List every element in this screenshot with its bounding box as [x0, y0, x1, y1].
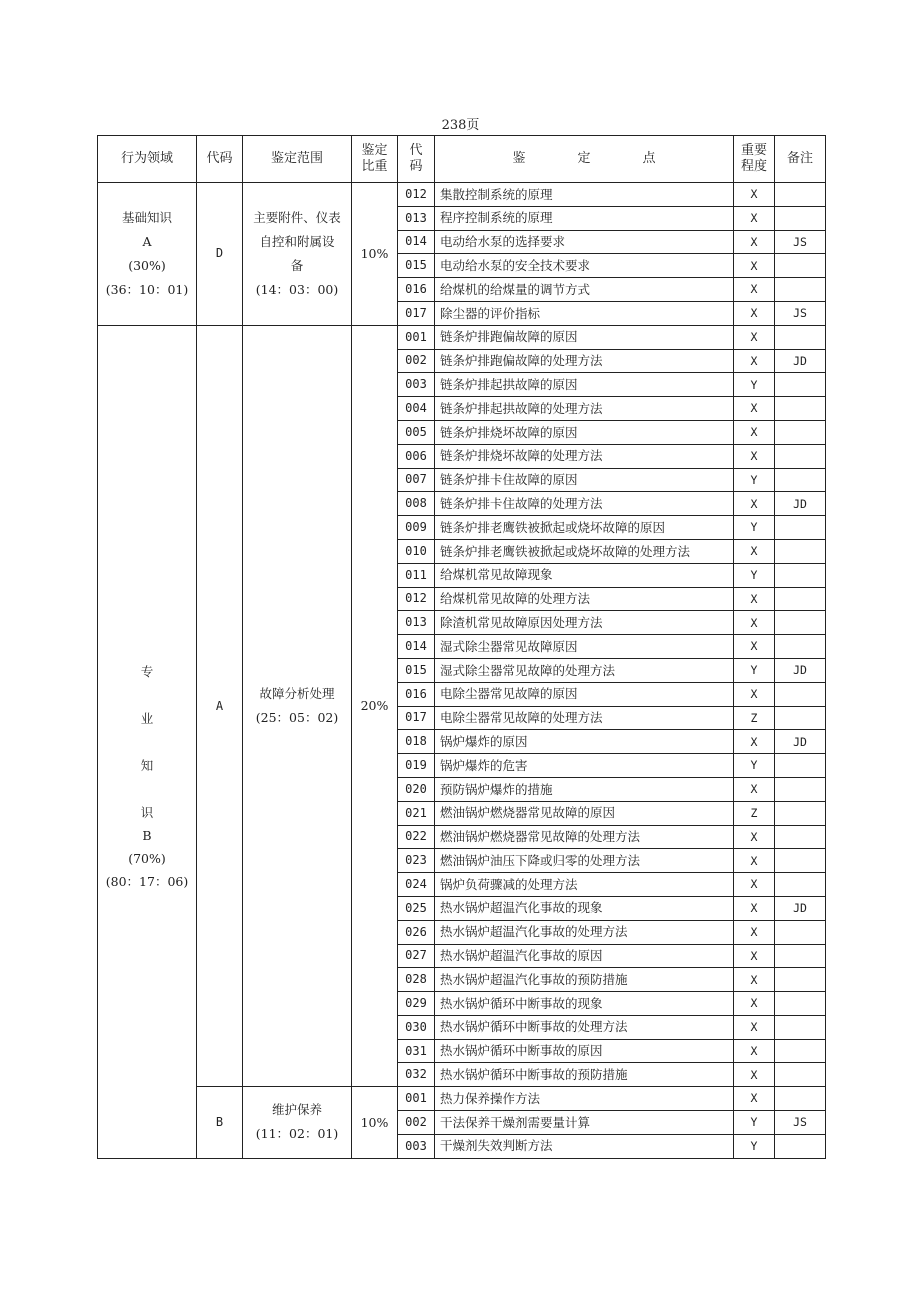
note — [775, 920, 826, 944]
note — [775, 1087, 826, 1111]
assessment-point: 预防锅炉爆炸的措施 — [435, 777, 734, 801]
note — [775, 611, 826, 635]
importance: X — [734, 206, 775, 230]
table-body — [98, 183, 826, 1159]
assessment-point: 链条炉排卡住故障的原因 — [435, 468, 734, 492]
note — [775, 849, 826, 873]
note: JS — [775, 301, 826, 325]
note — [775, 944, 826, 968]
assessment-point: 热力保养操作方法 — [435, 1087, 734, 1111]
assessment-point: 集散控制系统的原理 — [435, 183, 734, 207]
point-code: 006 — [398, 444, 435, 468]
importance: Y — [734, 516, 775, 540]
point-code: 026 — [398, 920, 435, 944]
assessment-point: 燃油锅炉燃烧器常见故障的原因 — [435, 801, 734, 825]
point-code: 012 — [398, 183, 435, 207]
note — [775, 587, 826, 611]
assessment-point: 燃油锅炉油压下降或归零的处理方法 — [435, 849, 734, 873]
note — [775, 1015, 826, 1039]
assessment-point: 链条炉排跑偏故障的处理方法 — [435, 349, 734, 373]
scope-ratio: (14：03：00) — [255, 281, 339, 297]
point-code: 015 — [398, 658, 435, 682]
importance: X — [734, 944, 775, 968]
section-weight: 20% — [352, 325, 398, 1087]
assessment-point: 干法保养干燥剂需要量计算 — [435, 1111, 734, 1135]
note — [775, 420, 826, 444]
importance: X — [734, 278, 775, 302]
importance: X — [734, 777, 775, 801]
assessment-point: 热水锅炉超温汽化事故的处理方法 — [435, 920, 734, 944]
point-code: 023 — [398, 849, 435, 873]
scope-line: 备 — [290, 257, 304, 273]
note — [775, 706, 826, 730]
importance: X — [734, 635, 775, 659]
assessment-point: 给煤机常见故障的处理方法 — [435, 587, 734, 611]
header-scope: 鉴定范围 — [243, 136, 352, 183]
assessment-point: 除渣机常见故障原因处理方法 — [435, 611, 734, 635]
header-assessment-point — [435, 136, 734, 183]
scope-ratio: (25：05：02) — [255, 710, 339, 726]
domain-name: 基础知识 — [121, 209, 172, 225]
table-row — [98, 325, 826, 349]
table-row — [98, 183, 826, 207]
point-code: 019 — [398, 754, 435, 778]
importance: X — [734, 587, 775, 611]
assessment-point: 链条炉排起拱故障的处理方法 — [435, 397, 734, 421]
note — [775, 563, 826, 587]
importance: X — [734, 849, 775, 873]
importance: X — [734, 1087, 775, 1111]
importance: Z — [734, 801, 775, 825]
table-header-row — [98, 136, 826, 183]
importance: X — [734, 920, 775, 944]
assessment-point: 程序控制系统的原理 — [435, 206, 734, 230]
note — [775, 1134, 826, 1158]
note — [775, 516, 826, 540]
note — [775, 373, 826, 397]
importance: Y — [734, 658, 775, 682]
importance: X — [734, 873, 775, 897]
importance: X — [734, 1039, 775, 1063]
importance: X — [734, 611, 775, 635]
point-code: 015 — [398, 254, 435, 278]
assessment-point: 链条炉排烧坏故障的原因 — [435, 420, 734, 444]
importance: Y — [734, 1111, 775, 1135]
point-code: 018 — [398, 730, 435, 754]
assessment-point: 链条炉排老鹰铁被掀起或烧坏故障的处理方法 — [435, 539, 734, 563]
note — [775, 206, 826, 230]
point-code: 016 — [398, 278, 435, 302]
note — [775, 754, 826, 778]
assessment-point: 链条炉排卡住故障的处理方法 — [435, 492, 734, 516]
importance: X — [734, 301, 775, 325]
importance: X — [734, 420, 775, 444]
header-point-char: 鉴 — [512, 150, 526, 166]
note — [775, 1063, 826, 1087]
note — [775, 254, 826, 278]
domain-code: B — [142, 828, 152, 844]
assessment-point: 热水锅炉循环中断事故的预防措施 — [435, 1063, 734, 1087]
note: JD — [775, 730, 826, 754]
scope-line: 维护保养 — [271, 1102, 322, 1118]
point-code: 030 — [398, 1015, 435, 1039]
point-code: 014 — [398, 635, 435, 659]
assessment-point: 热水锅炉循环中断事故的处理方法 — [435, 1015, 734, 1039]
point-code: 005 — [398, 420, 435, 444]
importance: X — [734, 539, 775, 563]
domain-ratio: (36：10：01) — [105, 281, 189, 297]
point-code: 007 — [398, 468, 435, 492]
domain-char: 专 — [140, 664, 154, 680]
note — [775, 992, 826, 1016]
section-weight: 10% — [352, 1087, 398, 1158]
point-code: 021 — [398, 801, 435, 825]
importance: Z — [734, 706, 775, 730]
point-code: 029 — [398, 992, 435, 1016]
scope-line: 自控和附属设 — [259, 233, 335, 249]
assessment-point: 热水锅炉超温汽化事故的现象 — [435, 896, 734, 920]
note — [775, 468, 826, 492]
importance: Y — [734, 563, 775, 587]
point-code: 013 — [398, 611, 435, 635]
domain-ratio: (80：17：06) — [105, 874, 189, 890]
point-code: 013 — [398, 206, 435, 230]
assessment-point: 锅炉负荷骤减的处理方法 — [435, 873, 734, 897]
assessment-point: 干燥剂失效判断方法 — [435, 1134, 734, 1158]
note — [775, 444, 826, 468]
note — [775, 539, 826, 563]
section-scope — [243, 183, 352, 326]
importance: X — [734, 349, 775, 373]
assessment-point: 电除尘器常见故障的处理方法 — [435, 706, 734, 730]
note: JD — [775, 349, 826, 373]
section-scope — [243, 1087, 352, 1158]
scope-ratio: (11：02：01) — [255, 1126, 339, 1142]
note: JD — [775, 896, 826, 920]
note — [775, 777, 826, 801]
importance: X — [734, 968, 775, 992]
note — [775, 635, 826, 659]
assessment-point: 电动给水泵的安全技术要求 — [435, 254, 734, 278]
note — [775, 278, 826, 302]
point-code: 003 — [398, 373, 435, 397]
note — [775, 682, 826, 706]
domain-char: 知 — [140, 758, 154, 774]
importance: X — [734, 992, 775, 1016]
importance: Y — [734, 1134, 775, 1158]
note — [775, 801, 826, 825]
domain-percent: (30%) — [128, 257, 166, 273]
assessment-point: 链条炉排老鹰铁被掀起或烧坏故障的原因 — [435, 516, 734, 540]
importance: X — [734, 397, 775, 421]
note — [775, 968, 826, 992]
assessment-point: 热水锅炉超温汽化事故的预防措施 — [435, 968, 734, 992]
skill-assessment-table — [97, 135, 826, 1159]
point-code: 028 — [398, 968, 435, 992]
point-code: 025 — [398, 896, 435, 920]
importance: Y — [734, 468, 775, 492]
importance: X — [734, 1015, 775, 1039]
importance: X — [734, 254, 775, 278]
section-code: B — [197, 1087, 243, 1158]
assessment-point: 给煤机常见故障现象 — [435, 563, 734, 587]
header-importance — [734, 136, 775, 183]
point-code: 027 — [398, 944, 435, 968]
point-code: 032 — [398, 1063, 435, 1087]
header-importance-line1: 重要 — [740, 142, 767, 158]
assessment-point: 电动给水泵的选择要求 — [435, 230, 734, 254]
note: JS — [775, 230, 826, 254]
importance: X — [734, 183, 775, 207]
point-code: 024 — [398, 873, 435, 897]
importance: X — [734, 444, 775, 468]
importance: X — [734, 230, 775, 254]
assessment-point: 链条炉排起拱故障的原因 — [435, 373, 734, 397]
header-point-char: 定 — [577, 150, 591, 166]
header-weight — [352, 136, 398, 183]
importance: Y — [734, 754, 775, 778]
importance: X — [734, 325, 775, 349]
section-code: A — [197, 325, 243, 1087]
note — [775, 325, 826, 349]
point-code: 017 — [398, 301, 435, 325]
table-row — [98, 1087, 826, 1111]
importance: Y — [734, 373, 775, 397]
scope-line: 主要附件、仪表 — [253, 209, 341, 225]
header-code: 代码 — [197, 136, 243, 183]
point-code: 002 — [398, 1111, 435, 1135]
point-code: 004 — [398, 397, 435, 421]
note — [775, 873, 826, 897]
header-note: 备注 — [775, 136, 826, 183]
point-code: 022 — [398, 825, 435, 849]
header-weight-line1: 鉴定 — [361, 142, 388, 158]
point-code: 020 — [398, 777, 435, 801]
header-importance-line2: 程度 — [740, 159, 767, 174]
note: JD — [775, 658, 826, 682]
domain-code: A — [142, 233, 152, 249]
point-code: 010 — [398, 539, 435, 563]
note — [775, 397, 826, 421]
point-code: 016 — [398, 682, 435, 706]
header-point-code — [398, 136, 435, 183]
note: JS — [775, 1111, 826, 1135]
header-point-code-line1: 代 — [409, 142, 423, 158]
point-code: 017 — [398, 706, 435, 730]
section-weight: 10% — [352, 183, 398, 326]
domain-char: 识 — [140, 805, 154, 821]
assessment-point: 链条炉排烧坏故障的处理方法 — [435, 444, 734, 468]
importance: X — [734, 896, 775, 920]
point-code: 002 — [398, 349, 435, 373]
importance: X — [734, 492, 775, 516]
importance: X — [734, 1063, 775, 1087]
header-point-code-line2: 码 — [409, 159, 423, 174]
importance: X — [734, 682, 775, 706]
section-scope — [243, 325, 352, 1087]
assessment-point: 给煤机的给煤量的调节方式 — [435, 278, 734, 302]
note — [775, 183, 826, 207]
section-code: D — [197, 183, 243, 326]
assessment-point: 热水锅炉循环中断事故的现象 — [435, 992, 734, 1016]
assessment-point: 锅炉爆炸的危害 — [435, 754, 734, 778]
note: JD — [775, 492, 826, 516]
assessment-point: 除尘器的评价指标 — [435, 301, 734, 325]
domain-percent: (70%) — [128, 851, 166, 867]
point-code: 003 — [398, 1134, 435, 1158]
assessment-point: 湿式除尘器常见故障的处理方法 — [435, 658, 734, 682]
header-point-char: 点 — [642, 150, 656, 166]
assessment-point: 湿式除尘器常见故障原因 — [435, 635, 734, 659]
point-code: 008 — [398, 492, 435, 516]
importance: X — [734, 730, 775, 754]
point-code: 011 — [398, 563, 435, 587]
domain-cell — [98, 183, 197, 326]
point-code: 001 — [398, 325, 435, 349]
assessment-point: 燃油锅炉燃烧器常见故障的处理方法 — [435, 825, 734, 849]
assessment-point: 电除尘器常见故障的原因 — [435, 682, 734, 706]
assessment-point: 链条炉排跑偏故障的原因 — [435, 325, 734, 349]
note — [775, 1039, 826, 1063]
point-code: 031 — [398, 1039, 435, 1063]
scope-line: 故障分析处理 — [259, 686, 335, 702]
header-domain: 行为领域 — [98, 136, 197, 183]
point-code: 012 — [398, 587, 435, 611]
page-number: 238页 — [441, 118, 480, 133]
point-code: 014 — [398, 230, 435, 254]
header-weight-line2: 比重 — [361, 159, 388, 174]
note — [775, 825, 826, 849]
point-code: 001 — [398, 1087, 435, 1111]
assessment-point: 热水锅炉超温汽化事故的原因 — [435, 944, 734, 968]
importance: X — [734, 825, 775, 849]
point-code: 009 — [398, 516, 435, 540]
domain-char: 业 — [140, 711, 154, 727]
assessment-point: 热水锅炉循环中断事故的原因 — [435, 1039, 734, 1063]
assessment-point: 锅炉爆炸的原因 — [435, 730, 734, 754]
domain-cell — [98, 325, 197, 1158]
